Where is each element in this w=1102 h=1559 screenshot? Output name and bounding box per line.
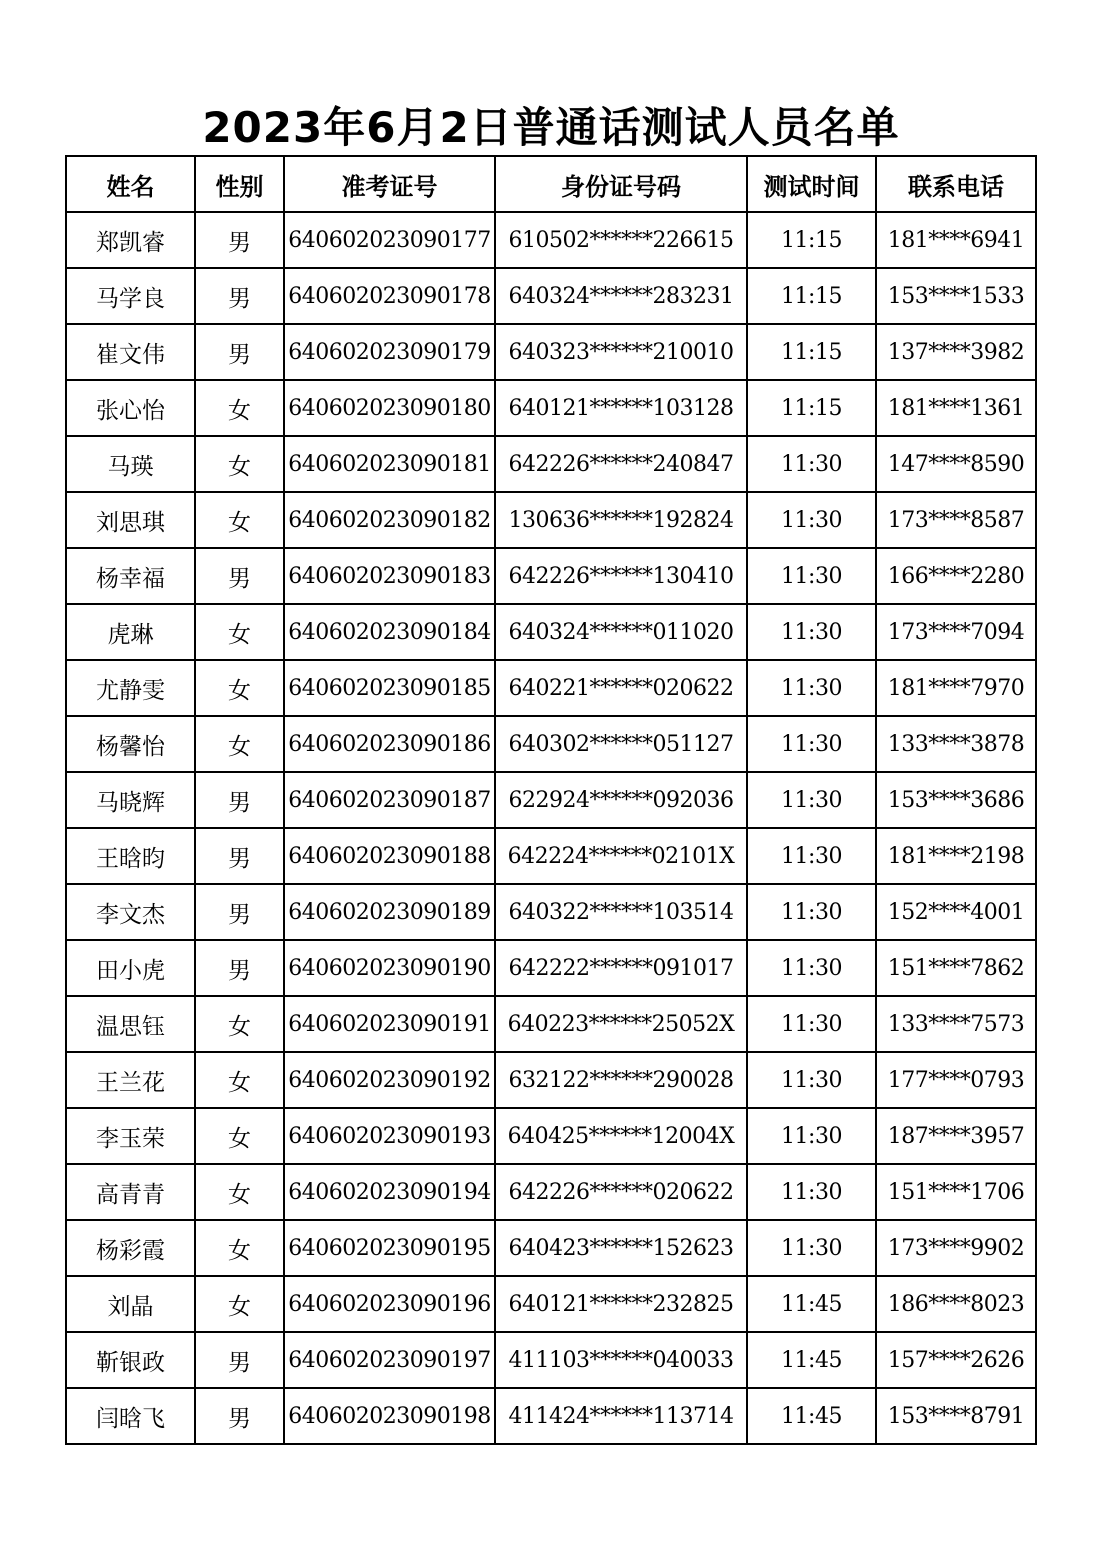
exam-number-cell: 640602023090179 xyxy=(284,324,495,380)
table-row xyxy=(66,268,1036,324)
table-row xyxy=(66,1332,1036,1388)
id-number-cell: 622924******092036 xyxy=(495,772,747,828)
exam-number-cell: 640602023090178 xyxy=(284,268,495,324)
table-row xyxy=(66,212,1036,268)
gender-cell: 女 xyxy=(195,604,284,660)
test-time-cell: 11:30 xyxy=(747,660,876,716)
gender-cell: 女 xyxy=(195,1276,284,1332)
table-row xyxy=(66,436,1036,492)
test-time-cell: 11:30 xyxy=(747,1052,876,1108)
phone-cell: 151****1706 xyxy=(876,1164,1036,1220)
name-cell: 马瑛 xyxy=(66,436,195,492)
table-row xyxy=(66,604,1036,660)
test-time-cell: 11:45 xyxy=(747,1388,876,1444)
exam-number-cell: 640602023090194 xyxy=(284,1164,495,1220)
id-number-cell: 642226******130410 xyxy=(495,548,747,604)
gender-cell: 男 xyxy=(195,884,284,940)
exam-number-cell: 640602023090198 xyxy=(284,1388,495,1444)
test-time-cell: 11:30 xyxy=(747,1108,876,1164)
id-number-cell: 640221******020622 xyxy=(495,660,747,716)
table-row xyxy=(66,940,1036,996)
table-row xyxy=(66,1276,1036,1332)
gender-cell: 女 xyxy=(195,1052,284,1108)
table-row xyxy=(66,828,1036,884)
id-number-cell: 640324******283231 xyxy=(495,268,747,324)
test-time-cell: 11:30 xyxy=(747,940,876,996)
id-number-cell: 632122******290028 xyxy=(495,1052,747,1108)
name-cell: 刘思琪 xyxy=(66,492,195,548)
test-time-cell: 11:30 xyxy=(747,884,876,940)
test-time-cell: 11:30 xyxy=(747,996,876,1052)
gender-cell: 男 xyxy=(195,548,284,604)
id-number-cell: 642224******02101X xyxy=(495,828,747,884)
name-cell: 李文杰 xyxy=(66,884,195,940)
phone-cell: 153****3686 xyxy=(876,772,1036,828)
name-cell: 靳银政 xyxy=(66,1332,195,1388)
test-time-cell: 11:45 xyxy=(747,1276,876,1332)
exam-number-cell: 640602023090180 xyxy=(284,380,495,436)
name-cell: 崔文伟 xyxy=(66,324,195,380)
exam-number-cell: 640602023090184 xyxy=(284,604,495,660)
table-row xyxy=(66,492,1036,548)
gender-cell: 男 xyxy=(195,772,284,828)
name-cell: 杨幸福 xyxy=(66,548,195,604)
phone-cell: 151****7862 xyxy=(876,940,1036,996)
phone-cell: 166****2280 xyxy=(876,548,1036,604)
test-time-cell: 11:15 xyxy=(747,268,876,324)
name-cell: 王兰花 xyxy=(66,1052,195,1108)
exam-number-cell: 640602023090195 xyxy=(284,1220,495,1276)
roster-table xyxy=(65,155,1037,1445)
table-row xyxy=(66,1220,1036,1276)
phone-cell: 181****2198 xyxy=(876,828,1036,884)
id-number-cell: 640302******051127 xyxy=(495,716,747,772)
phone-cell: 177****0793 xyxy=(876,1052,1036,1108)
table-row xyxy=(66,1052,1036,1108)
name-cell: 马学良 xyxy=(66,268,195,324)
exam-number-cell: 640602023090196 xyxy=(284,1276,495,1332)
exam-number-cell: 640602023090187 xyxy=(284,772,495,828)
name-cell: 马晓辉 xyxy=(66,772,195,828)
phone-cell: 157****2626 xyxy=(876,1332,1036,1388)
test-time-cell: 11:30 xyxy=(747,604,876,660)
test-time-cell: 11:45 xyxy=(747,1332,876,1388)
id-number-cell: 642222******091017 xyxy=(495,940,747,996)
id-number-cell: 640425******12004X xyxy=(495,1108,747,1164)
name-cell: 田小虎 xyxy=(66,940,195,996)
table-row xyxy=(66,772,1036,828)
gender-cell: 男 xyxy=(195,212,284,268)
gender-cell: 男 xyxy=(195,828,284,884)
id-number-cell: 640322******103514 xyxy=(495,884,747,940)
table-row xyxy=(66,660,1036,716)
id-number-cell: 642226******240847 xyxy=(495,436,747,492)
table-row xyxy=(66,380,1036,436)
id-number-cell: 642226******020622 xyxy=(495,1164,747,1220)
gender-cell: 女 xyxy=(195,436,284,492)
name-cell: 高青青 xyxy=(66,1164,195,1220)
gender-cell: 女 xyxy=(195,1220,284,1276)
table-row xyxy=(66,1108,1036,1164)
name-cell: 温思钰 xyxy=(66,996,195,1052)
id-number-cell: 640121******103128 xyxy=(495,380,747,436)
gender-cell: 女 xyxy=(195,1108,284,1164)
header-phone: 联系电话 xyxy=(876,156,1036,212)
exam-number-cell: 640602023090197 xyxy=(284,1332,495,1388)
phone-cell: 187****3957 xyxy=(876,1108,1036,1164)
table-row xyxy=(66,548,1036,604)
header-row xyxy=(66,156,1036,212)
exam-number-cell: 640602023090189 xyxy=(284,884,495,940)
exam-number-cell: 640602023090181 xyxy=(284,436,495,492)
exam-number-cell: 640602023090188 xyxy=(284,828,495,884)
name-cell: 王晗昀 xyxy=(66,828,195,884)
exam-number-cell: 640602023090186 xyxy=(284,716,495,772)
test-time-cell: 11:30 xyxy=(747,828,876,884)
gender-cell: 女 xyxy=(195,996,284,1052)
name-cell: 杨馨怡 xyxy=(66,716,195,772)
id-number-cell: 640223******25052X xyxy=(495,996,747,1052)
test-time-cell: 11:30 xyxy=(747,716,876,772)
test-time-cell: 11:30 xyxy=(747,492,876,548)
name-cell: 尤静雯 xyxy=(66,660,195,716)
id-number-cell: 640324******011020 xyxy=(495,604,747,660)
header-exam-number: 准考证号 xyxy=(284,156,495,212)
id-number-cell: 640423******152623 xyxy=(495,1220,747,1276)
name-cell: 闫晗飞 xyxy=(66,1388,195,1444)
exam-number-cell: 640602023090190 xyxy=(284,940,495,996)
id-number-cell: 130636******192824 xyxy=(495,492,747,548)
phone-cell: 173****7094 xyxy=(876,604,1036,660)
phone-cell: 181****6941 xyxy=(876,212,1036,268)
id-number-cell: 610502******226615 xyxy=(495,212,747,268)
exam-number-cell: 640602023090185 xyxy=(284,660,495,716)
exam-number-cell: 640602023090191 xyxy=(284,996,495,1052)
test-time-cell: 11:30 xyxy=(747,1220,876,1276)
table-row xyxy=(66,324,1036,380)
name-cell: 张心怡 xyxy=(66,380,195,436)
table-row xyxy=(66,1388,1036,1444)
id-number-cell: 640323******210010 xyxy=(495,324,747,380)
test-time-cell: 11:30 xyxy=(747,772,876,828)
phone-cell: 147****8590 xyxy=(876,436,1036,492)
id-number-cell: 411424******113714 xyxy=(495,1388,747,1444)
roster-body xyxy=(66,212,1036,1444)
exam-number-cell: 640602023090192 xyxy=(284,1052,495,1108)
phone-cell: 133****3878 xyxy=(876,716,1036,772)
exam-number-cell: 640602023090182 xyxy=(284,492,495,548)
name-cell: 虎琳 xyxy=(66,604,195,660)
test-time-cell: 11:30 xyxy=(747,436,876,492)
name-cell: 郑凯睿 xyxy=(66,212,195,268)
header-test-time: 测试时间 xyxy=(747,156,876,212)
exam-number-cell: 640602023090177 xyxy=(284,212,495,268)
test-time-cell: 11:15 xyxy=(747,324,876,380)
phone-cell: 181****7970 xyxy=(876,660,1036,716)
phone-cell: 137****3982 xyxy=(876,324,1036,380)
table-row xyxy=(66,884,1036,940)
gender-cell: 男 xyxy=(195,940,284,996)
name-cell: 李玉荣 xyxy=(66,1108,195,1164)
header-id-number: 身份证号码 xyxy=(495,156,747,212)
table-row xyxy=(66,996,1036,1052)
test-time-cell: 11:15 xyxy=(747,212,876,268)
gender-cell: 男 xyxy=(195,268,284,324)
phone-cell: 153****8791 xyxy=(876,1388,1036,1444)
test-time-cell: 11:30 xyxy=(747,548,876,604)
gender-cell: 男 xyxy=(195,1332,284,1388)
name-cell: 刘晶 xyxy=(66,1276,195,1332)
gender-cell: 男 xyxy=(195,1388,284,1444)
exam-number-cell: 640602023090183 xyxy=(284,548,495,604)
table-row xyxy=(66,716,1036,772)
id-number-cell: 640121******232825 xyxy=(495,1276,747,1332)
test-time-cell: 11:15 xyxy=(747,380,876,436)
phone-cell: 173****8587 xyxy=(876,492,1036,548)
gender-cell: 女 xyxy=(195,380,284,436)
phone-cell: 186****8023 xyxy=(876,1276,1036,1332)
header-gender: 性别 xyxy=(195,156,284,212)
table-row xyxy=(66,1164,1036,1220)
gender-cell: 女 xyxy=(195,716,284,772)
phone-cell: 181****1361 xyxy=(876,380,1036,436)
exam-number-cell: 640602023090193 xyxy=(284,1108,495,1164)
phone-cell: 153****1533 xyxy=(876,268,1036,324)
phone-cell: 173****9902 xyxy=(876,1220,1036,1276)
header-name: 姓名 xyxy=(66,156,195,212)
gender-cell: 女 xyxy=(195,492,284,548)
gender-cell: 女 xyxy=(195,1164,284,1220)
gender-cell: 男 xyxy=(195,324,284,380)
gender-cell: 女 xyxy=(195,660,284,716)
test-time-cell: 11:30 xyxy=(747,1164,876,1220)
name-cell: 杨彩霞 xyxy=(66,1220,195,1276)
phone-cell: 133****7573 xyxy=(876,996,1036,1052)
id-number-cell: 411103******040033 xyxy=(495,1332,747,1388)
phone-cell: 152****4001 xyxy=(876,884,1036,940)
page-title: 2023年6月2日普通话测试人员名单 xyxy=(202,103,900,152)
